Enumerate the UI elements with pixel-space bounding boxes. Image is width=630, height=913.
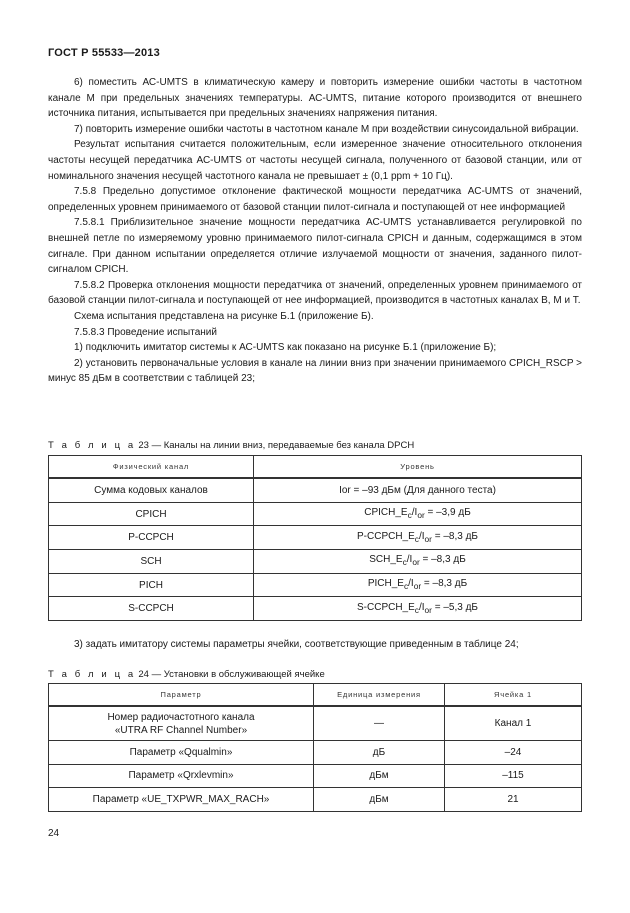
column-header: Единица измерения xyxy=(314,684,445,707)
table-header-row xyxy=(49,684,582,707)
table-row xyxy=(49,706,582,741)
unit-cell: дБ xyxy=(314,741,445,765)
paragraph: 2) установить первоначальные условия в канале на линии вниз при значении принимаемого CPICH_RSCP > минус 85 дБм в соответствии с таблицей 23; xyxy=(48,357,582,385)
table-24 xyxy=(48,683,582,812)
table-row xyxy=(49,573,582,597)
channel-cell: P-CCPCH xyxy=(49,526,254,550)
channel-cell: S-CCPCH xyxy=(49,597,254,621)
unit-cell: — xyxy=(314,706,445,741)
table-23-caption xyxy=(48,440,414,451)
parameter-cell: Параметр «UE_TXPWR_MAX_RACH» xyxy=(49,788,314,812)
level-cell: $P-CCPCH\_E_c/I_{or} = -8,3$ дБ xyxy=(254,526,582,550)
paragraph: 6) поместить АС-UMTS в климатическую камеру и повторить измерение ошибки частоты в частотном канале М при предельных значениях температуры. АС-UMTS, питание которого производится от внешнего источника питания, испытывается при предельных значениях напряжения питания. xyxy=(48,77,582,120)
paragraph: Результат испытания считается положительным, если измеренное значение относительного отклонения частоты несущей передатчика АС-UMTS от частоты несущей сигнала, полученного от базовой станции, или от номинального значения несущей частотного канала не превышает ± (0,1 ppm + 10 Гц). xyxy=(48,139,582,182)
table-caption-text: 23 — Каналы на линии вниз, передаваемые без канала DPCH xyxy=(135,440,415,451)
value-cell: –115 xyxy=(445,764,582,788)
section-heading: 7.5.8 Предельно допустимое отклонение фактической мощности передатчика АС-UMTS от значений, определенных уровнем принимаемого от базовой станции пилот-сигнала и поступающей от нее информацией xyxy=(48,186,582,213)
parameter-cell: Номер радиочастотного канала «UTRA RF Channel Number» xyxy=(49,706,314,741)
channel-cell: PICH xyxy=(49,573,254,597)
table-row xyxy=(49,526,582,550)
table-row xyxy=(49,788,582,812)
table-row xyxy=(49,502,582,526)
column-header: Ячейка 1 xyxy=(445,684,582,707)
unit-cell: дБм xyxy=(314,788,445,812)
column-header: Параметр xyxy=(49,684,314,707)
table-row xyxy=(49,741,582,765)
paragraph: 7.5.8.1 Приблизительное значение мощности передатчика АС-UMTS устанавливается регулировкой по внешней петле по измеряемому уровню принимаемого пилот-сигнала СPICH и данным, содержащимся в этом сигнале. При данном испытании определяется отличие излучаемой мощности от значения, заданного пилот-сигналом СPICH. xyxy=(48,217,582,276)
channel-cell: Сумма кодовых каналов xyxy=(49,478,254,502)
paragraph: 7.5.8.2 Проверка отклонения мощности передатчика от значений, определенных уровнем принимаемого от базовой станции пилот-сигнала и поступающей от нее информацией, производится в частотных каналах В, М и Т. xyxy=(48,279,582,307)
value-cell: 21 xyxy=(445,788,582,812)
column-header: Уровень xyxy=(254,456,582,479)
value-cell: –24 xyxy=(445,741,582,765)
column-header: Физический канал xyxy=(49,456,254,479)
paragraph: 7) повторить измерение ошибки частоты в частотном канале М при воздействии синусоидальной вибрации. xyxy=(74,123,579,135)
table-23 xyxy=(48,455,582,621)
level-cell: $CPICH\_E_c/I_{or} = -3,9$ дБ xyxy=(254,502,582,526)
table-row xyxy=(49,478,582,502)
table-caption-prefix: Т а б л и ц а xyxy=(48,440,136,451)
value-cell: Канал 1 xyxy=(445,706,582,741)
channel-cell: CPICH xyxy=(49,502,254,526)
page-number: 24 xyxy=(48,828,60,839)
paragraph: Схема испытания представлена на рисунке Б.1 (приложение Б). xyxy=(74,310,374,322)
channel-cell: SCH xyxy=(49,550,254,574)
paragraph: 3) задать имитатору системы параметры ячейки, соответствующие приведенным в таблице 24; xyxy=(74,639,519,650)
parameter-cell: Параметр «Qqualmin» xyxy=(49,741,314,765)
table-row xyxy=(49,550,582,574)
unit-cell: дБм xyxy=(314,764,445,788)
table-24-caption xyxy=(48,669,325,680)
table-header-row xyxy=(49,456,582,479)
table-caption-text: 24 — Установки в обслуживающей ячейке xyxy=(135,669,325,680)
section-heading: 7.5.8.3 Проведение испытаний xyxy=(74,326,217,338)
table-caption-prefix: Т а б л и ц а xyxy=(48,669,136,680)
level-cell: $S-CCPCH\_E_c/I_{or} = -5,3$ дБ xyxy=(254,597,582,621)
body-text xyxy=(48,75,582,387)
document-header: ГОСТ Р 55533—2013 xyxy=(48,47,160,59)
level-cell: Ior = –93 дБм (Для данного теста) xyxy=(254,478,582,502)
parameter-cell: Параметр «Qrxlevmin» xyxy=(49,764,314,788)
level-cell: $SCH\_E_c/I_{or} = -8,3$ дБ xyxy=(254,550,582,574)
table-row xyxy=(49,764,582,788)
table-row xyxy=(49,597,582,621)
level-cell: $PICH\_E_c/I_{or} = -8,3$ дБ xyxy=(254,573,582,597)
paragraph: 1) подключить имитатор системы к АС-UMTS как показано на рисунке Б.1 (приложение Б); xyxy=(74,342,497,354)
